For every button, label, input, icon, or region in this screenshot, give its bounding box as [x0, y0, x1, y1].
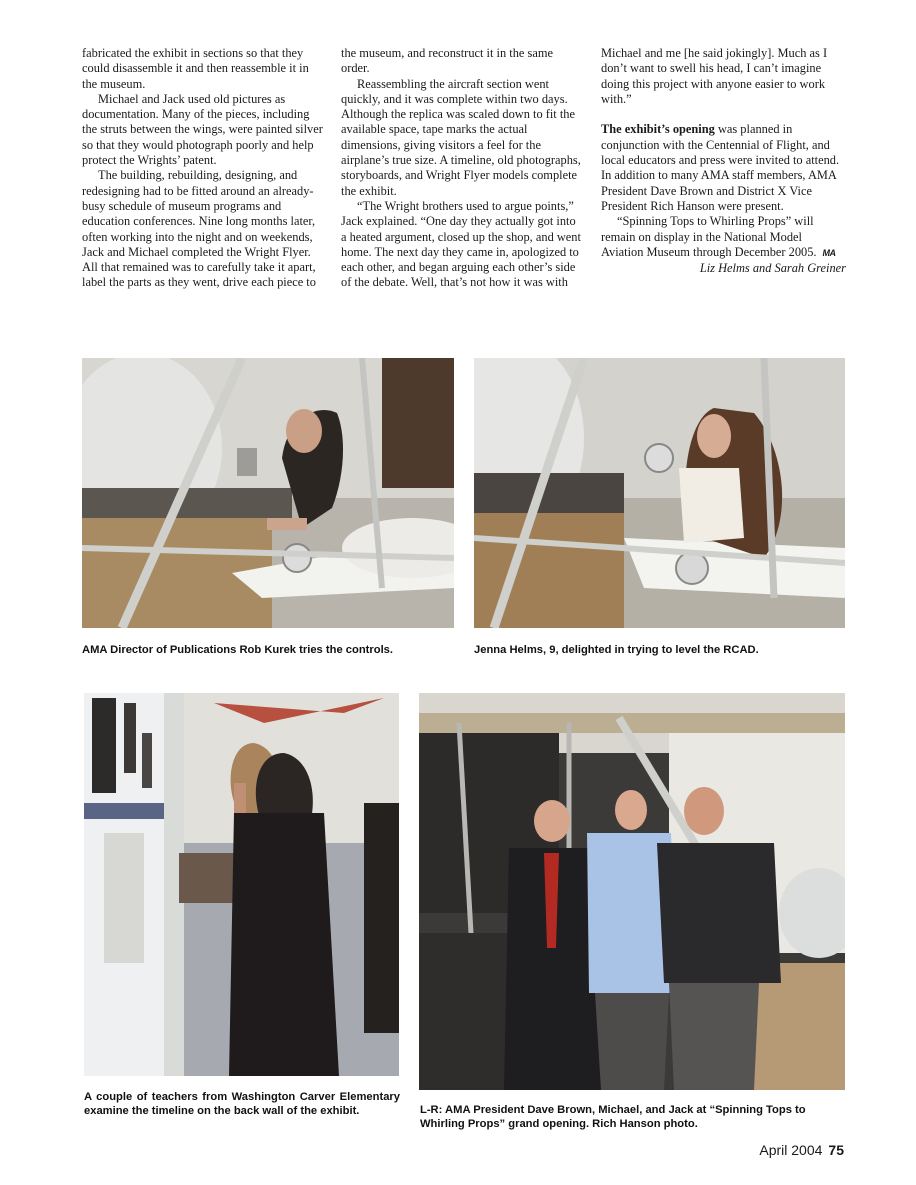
byline: Liz Helms and Sarah Greiner [699, 261, 846, 276]
caption-photo-4: L-R: AMA President Dave Brown, Michael, and Jack at “Spinning Tops to Whirling Props” grand opening. Rich Hanson photo. [420, 1104, 806, 1130]
caption-photo-1: AMA Director of Publications Rob Kurek tries the controls. [82, 644, 394, 656]
caption-photo-2: Jenna Helms, 9, delighted in trying to level the RCAD. [474, 644, 759, 656]
paragraph: Michael and me [he said jokingly]. Much as I don’t want to swell his head, I can’t imagine doing this project with anyone easier to work with.” [601, 46, 828, 106]
article-column-2 [341, 46, 583, 291]
photo-teachers [84, 693, 399, 1076]
page-footer [759, 1142, 844, 1158]
photo-illustration [84, 693, 399, 1076]
end-mark: MA [822, 247, 836, 258]
paragraph-text: “Spinning Tops to Whirling Props” will remain on display in the National Model Aviation Museum through December 2005. [601, 214, 817, 259]
paragraph [601, 214, 846, 261]
paragraph-text: was planned in conjunction with the Centennial of Flight, and local educators and press were invited to attend. In addition to many AMA staff members, AMA President Dave Brown and District X Vice President Rich Hanson were present. [601, 122, 840, 213]
photo-dave-brown-michael-jack [419, 693, 845, 1090]
article-column-3 [601, 46, 846, 276]
paragraph: “The Wright brothers used to argue points,” Jack explained. “One day they actually got into a heated argument, closed up the shop, and went home. The next day they came in, apologized to each other, and began arguing each other’s side of the debate. Well, that’s not how it was with [341, 198, 581, 290]
subhead-lead: The exhibit’s opening [601, 122, 715, 137]
paragraph: the museum, and reconstruct it in the same order. [341, 46, 553, 76]
paragraph [601, 122, 846, 214]
page-number: 75 [828, 1142, 844, 1158]
article-column-1 [82, 46, 324, 291]
photo-rob-kurek [82, 358, 454, 628]
photo-jenna-helms [474, 358, 845, 628]
caption-photo-3: A couple of teachers from Washington Carver Elementary examine the timeline on the back wall of the exhibit. [84, 1091, 400, 1117]
photo-illustration [82, 358, 454, 628]
paragraph: Michael and Jack used old pictures as documentation. Many of the pieces, including the struts between the wings, were painted silver so that they would photograph poorly and help protect the Wrights’ patent. [82, 91, 323, 168]
paragraph: fabricated the exhibit in sections so that they could disassemble it and then reassemble it in the museum. [82, 46, 309, 91]
paragraph: Reassembling the aircraft section went quickly, and it was complete within two days. Although the replica was scaled down to fit the available space, tape marks the actual dimensions, giving visitors a feel for the airplane’s true size. A timeline, old photographs, storyboards, and Wright Flyer models complete the exhibit. [341, 76, 581, 198]
photo-illustration [419, 693, 845, 1090]
photo-illustration [474, 358, 845, 628]
issue-date: April 2004 [759, 1142, 823, 1158]
paragraph: The building, rebuilding, designing, and redesigning had to be fitted around an already-busy schedule of museum programs and education conferences. Nine long months later, often working into the night and on weekends, Jack and Michael completed the Wright Flyer. All that remained was to carefully take it apart, label the parts as they went, drive each piece to [82, 168, 316, 290]
